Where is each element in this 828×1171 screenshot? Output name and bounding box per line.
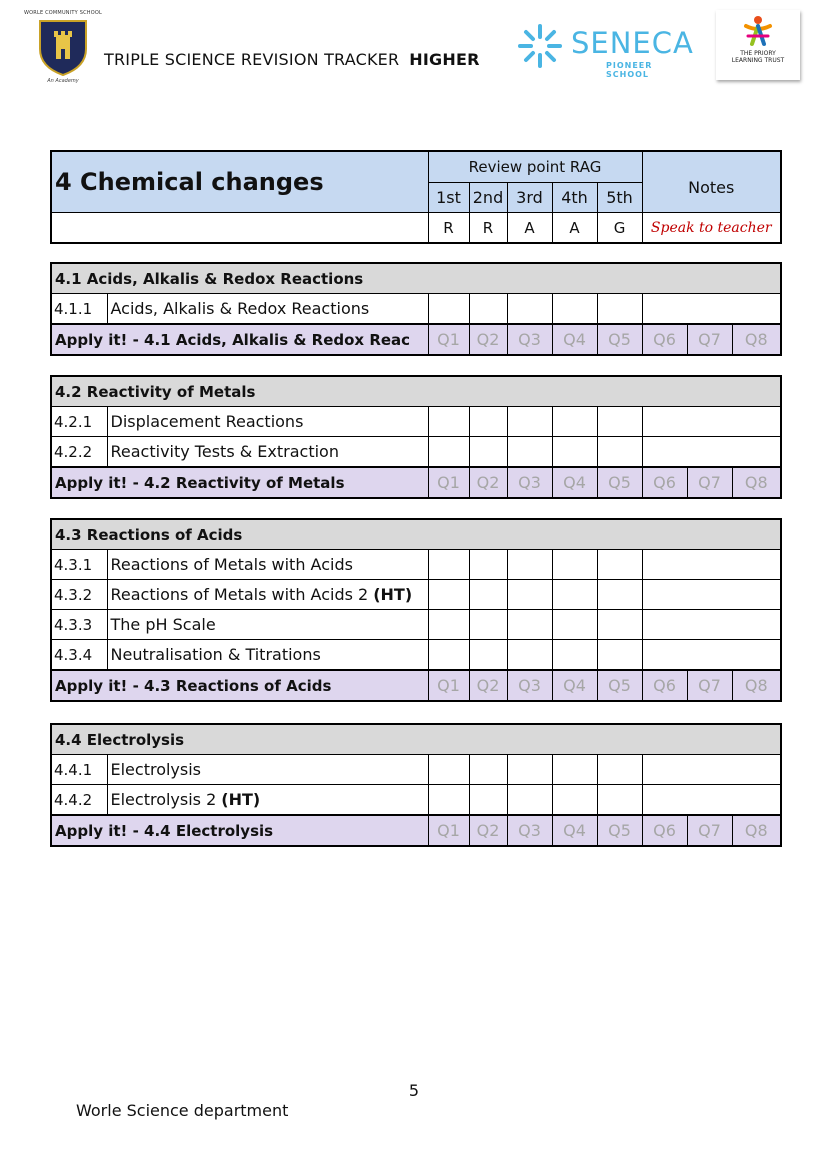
topic-number: 4.2.1 (51, 407, 107, 437)
section-table (50, 375, 782, 499)
question-cell-q6[interactable]: Q6 (642, 670, 687, 701)
seneca-logo (516, 22, 696, 79)
topic-label: The pH Scale (110, 615, 216, 634)
priory-logo (716, 10, 800, 80)
topic-row (51, 755, 781, 785)
rag-cell[interactable] (507, 407, 552, 437)
topic-row (51, 785, 781, 816)
rag-cell[interactable] (428, 294, 469, 325)
question-cell-q3[interactable]: Q3 (507, 324, 552, 355)
apply-it-label: Apply it! - 4.4 Electrolysis (51, 815, 428, 846)
rag-cell[interactable] (428, 550, 469, 580)
rag-cell[interactable] (552, 294, 597, 325)
notes-cell[interactable] (642, 640, 781, 671)
chapter-title: 4 Chemical changes (51, 151, 428, 213)
priory-name-line1: THE PRIORY (740, 50, 776, 57)
document-title (104, 50, 480, 69)
rag-cell[interactable] (507, 550, 552, 580)
rag-cell[interactable] (469, 610, 507, 640)
review-point-3rd: 3rd (507, 183, 552, 213)
rag-cell[interactable] (552, 610, 597, 640)
level-text: HIGHER (409, 50, 480, 69)
rag-cell[interactable] (552, 640, 597, 671)
rag-cell[interactable] (428, 785, 469, 816)
section-table (50, 262, 782, 356)
section-heading: 4.2 Reactivity of Metals (51, 376, 781, 407)
rag-value-2nd[interactable]: R (469, 213, 507, 244)
topic-number: 4.1.1 (51, 294, 107, 325)
rag-cell[interactable] (552, 785, 597, 816)
rag-cell[interactable] (552, 550, 597, 580)
section-table (50, 723, 782, 847)
question-cell-q3[interactable]: Q3 (507, 467, 552, 498)
rag-cell[interactable] (552, 580, 597, 610)
topic-label: Displacement Reactions (110, 412, 304, 431)
apply-it-row (51, 467, 781, 498)
question-cell-q2[interactable]: Q2 (469, 670, 507, 701)
rag-cell[interactable] (597, 437, 642, 468)
note-value[interactable]: Speak to teacher (642, 213, 781, 244)
rag-cell[interactable] (597, 580, 642, 610)
question-cell-q4[interactable]: Q4 (552, 324, 597, 355)
apply-it-label: Apply it! - 4.1 Acids, Alkalis & Redox Reac (51, 324, 428, 355)
question-cell-q2[interactable]: Q2 (469, 815, 507, 846)
section-heading: 4.3 Reactions of Acids (51, 519, 781, 550)
topic-label: Electrolysis 2 (110, 790, 217, 809)
rag-cell[interactable] (552, 437, 597, 468)
question-cell-q4[interactable]: Q4 (552, 815, 597, 846)
school-logo (22, 10, 104, 86)
priory-figure-icon (743, 14, 773, 48)
rag-cell[interactable] (597, 407, 642, 437)
school-crest-icon (36, 19, 90, 77)
rag-cell[interactable] (507, 580, 552, 610)
topic-number: 4.3.3 (51, 610, 107, 640)
review-point-5th: 5th (597, 183, 642, 213)
apply-it-row (51, 324, 781, 355)
topic-row (51, 294, 781, 325)
notes-cell[interactable] (642, 294, 781, 325)
rag-cell[interactable] (597, 640, 642, 671)
topic-name (107, 294, 428, 325)
rag-cell[interactable] (469, 785, 507, 816)
question-cell-q4[interactable]: Q4 (552, 670, 597, 701)
rag-cell[interactable] (597, 294, 642, 325)
rag-cell[interactable] (507, 785, 552, 816)
question-cell-q4[interactable]: Q4 (552, 467, 597, 498)
topic-number: 4.4.2 (51, 785, 107, 816)
question-cell-q7[interactable]: Q7 (687, 670, 732, 701)
title-text: TRIPLE SCIENCE REVISION TRACKER (104, 50, 400, 69)
apply-it-label: Apply it! - 4.3 Reactions of Acids (51, 670, 428, 701)
summary-table (50, 150, 782, 244)
higher-tier-tag: (HT) (221, 790, 261, 809)
question-cell-q1[interactable]: Q1 (428, 324, 469, 355)
rag-cell[interactable] (469, 550, 507, 580)
topic-name (107, 640, 428, 671)
question-cell-q5[interactable]: Q5 (597, 467, 642, 498)
seneca-subtitle: PIONEER SCHOOL (606, 61, 653, 79)
summary-blank-cell (51, 213, 428, 244)
topic-name (107, 407, 428, 437)
topic-name (107, 580, 428, 610)
topic-number: 4.4.1 (51, 755, 107, 785)
question-cell-q8[interactable]: Q8 (732, 670, 781, 701)
topic-name (107, 610, 428, 640)
rag-value-3rd[interactable]: A (507, 213, 552, 244)
rag-cell[interactable] (469, 755, 507, 785)
question-cell-q1[interactable]: Q1 (428, 467, 469, 498)
rag-value-5th[interactable]: G (597, 213, 642, 244)
rag-cell[interactable] (507, 610, 552, 640)
notes-cell[interactable] (642, 755, 781, 785)
question-cell-q8[interactable]: Q8 (732, 815, 781, 846)
rag-cell[interactable] (507, 294, 552, 325)
topic-row (51, 550, 781, 580)
topic-name (107, 550, 428, 580)
rag-cell[interactable] (428, 437, 469, 468)
topic-number: 4.2.2 (51, 437, 107, 468)
question-cell-q6[interactable]: Q6 (642, 324, 687, 355)
footer-department: Worle Science department (76, 1101, 289, 1120)
rag-cell[interactable] (597, 550, 642, 580)
rag-cell[interactable] (552, 407, 597, 437)
topic-row (51, 407, 781, 437)
topic-label: Neutralisation & Titrations (110, 645, 321, 664)
notes-cell[interactable] (642, 610, 781, 640)
topic-row (51, 437, 781, 468)
rag-cell[interactable] (552, 755, 597, 785)
rag-cell[interactable] (469, 640, 507, 671)
section-heading: 4.4 Electrolysis (51, 724, 781, 755)
rag-cell[interactable] (469, 294, 507, 325)
rag-cell[interactable] (597, 610, 642, 640)
seneca-name: SENECA (571, 26, 694, 60)
question-cell-q6[interactable]: Q6 (642, 467, 687, 498)
review-point-2nd: 2nd (469, 183, 507, 213)
rag-cell[interactable] (507, 640, 552, 671)
seneca-burst-icon (516, 22, 564, 70)
question-cell-q8[interactable]: Q8 (732, 467, 781, 498)
rag-cell[interactable] (507, 755, 552, 785)
rag-cell[interactable] (428, 407, 469, 437)
question-cell-q5[interactable]: Q5 (597, 670, 642, 701)
topic-label: Reactions of Metals with Acids (110, 555, 353, 574)
section-table (50, 518, 782, 702)
notes-cell[interactable] (642, 437, 781, 468)
rag-value-1st[interactable]: R (428, 213, 469, 244)
topic-name (107, 755, 428, 785)
question-cell-q3[interactable]: Q3 (507, 670, 552, 701)
question-cell-q2[interactable]: Q2 (469, 467, 507, 498)
apply-it-row (51, 815, 781, 846)
rag-cell[interactable] (469, 580, 507, 610)
higher-tier-tag: (HT) (373, 585, 413, 604)
rag-cell[interactable] (469, 407, 507, 437)
topic-number: 4.3.4 (51, 640, 107, 671)
question-cell-q7[interactable]: Q7 (687, 467, 732, 498)
rag-cell[interactable] (428, 580, 469, 610)
topic-row (51, 580, 781, 610)
topic-number: 4.3.1 (51, 550, 107, 580)
topic-label: Reactions of Metals with Acids 2 (110, 585, 369, 604)
rag-cell[interactable] (428, 610, 469, 640)
school-name: WORLE COMMUNITY SCHOOL (24, 10, 102, 16)
question-cell-q2[interactable]: Q2 (469, 324, 507, 355)
question-cell-q3[interactable]: Q3 (507, 815, 552, 846)
topic-row (51, 610, 781, 640)
rag-cell[interactable] (428, 640, 469, 671)
question-cell-q7[interactable]: Q7 (687, 324, 732, 355)
rag-cell[interactable] (597, 785, 642, 816)
notes-cell[interactable] (642, 550, 781, 580)
notes-label: Notes (642, 151, 781, 213)
apply-it-row (51, 670, 781, 701)
topic-number: 4.3.2 (51, 580, 107, 610)
review-point-4th: 4th (552, 183, 597, 213)
question-cell-q1[interactable]: Q1 (428, 815, 469, 846)
section-heading: 4.1 Acids, Alkalis & Redox Reactions (51, 263, 781, 294)
topic-label: Reactivity Tests & Extraction (110, 442, 339, 461)
rag-cell[interactable] (507, 437, 552, 468)
priory-name-line2: LEARNING TRUST (731, 57, 785, 64)
notes-cell[interactable] (642, 407, 781, 437)
question-cell-q5[interactable]: Q5 (597, 324, 642, 355)
rag-cell[interactable] (428, 755, 469, 785)
rag-value-4th[interactable]: A (552, 213, 597, 244)
topic-row (51, 640, 781, 671)
topic-label: Electrolysis (110, 760, 202, 779)
review-point-1st: 1st (428, 183, 469, 213)
review-point-label: Review point RAG (428, 151, 642, 183)
topic-label: Acids, Alkalis & Redox Reactions (110, 299, 370, 318)
priory-name (716, 50, 800, 64)
question-cell-q5[interactable]: Q5 (597, 815, 642, 846)
apply-it-label: Apply it! - 4.2 Reactivity of Metals (51, 467, 428, 498)
page-number: 5 (408, 1081, 420, 1100)
rag-cell[interactable] (469, 437, 507, 468)
notes-cell[interactable] (642, 785, 781, 816)
notes-cell[interactable] (642, 580, 781, 610)
rag-cell[interactable] (597, 755, 642, 785)
question-cell-q7[interactable]: Q7 (687, 815, 732, 846)
topic-name (107, 437, 428, 468)
school-motto: An Academy (47, 78, 79, 84)
question-cell-q1[interactable]: Q1 (428, 670, 469, 701)
question-cell-q6[interactable]: Q6 (642, 815, 687, 846)
topic-name (107, 785, 428, 816)
question-cell-q8[interactable]: Q8 (732, 324, 781, 355)
